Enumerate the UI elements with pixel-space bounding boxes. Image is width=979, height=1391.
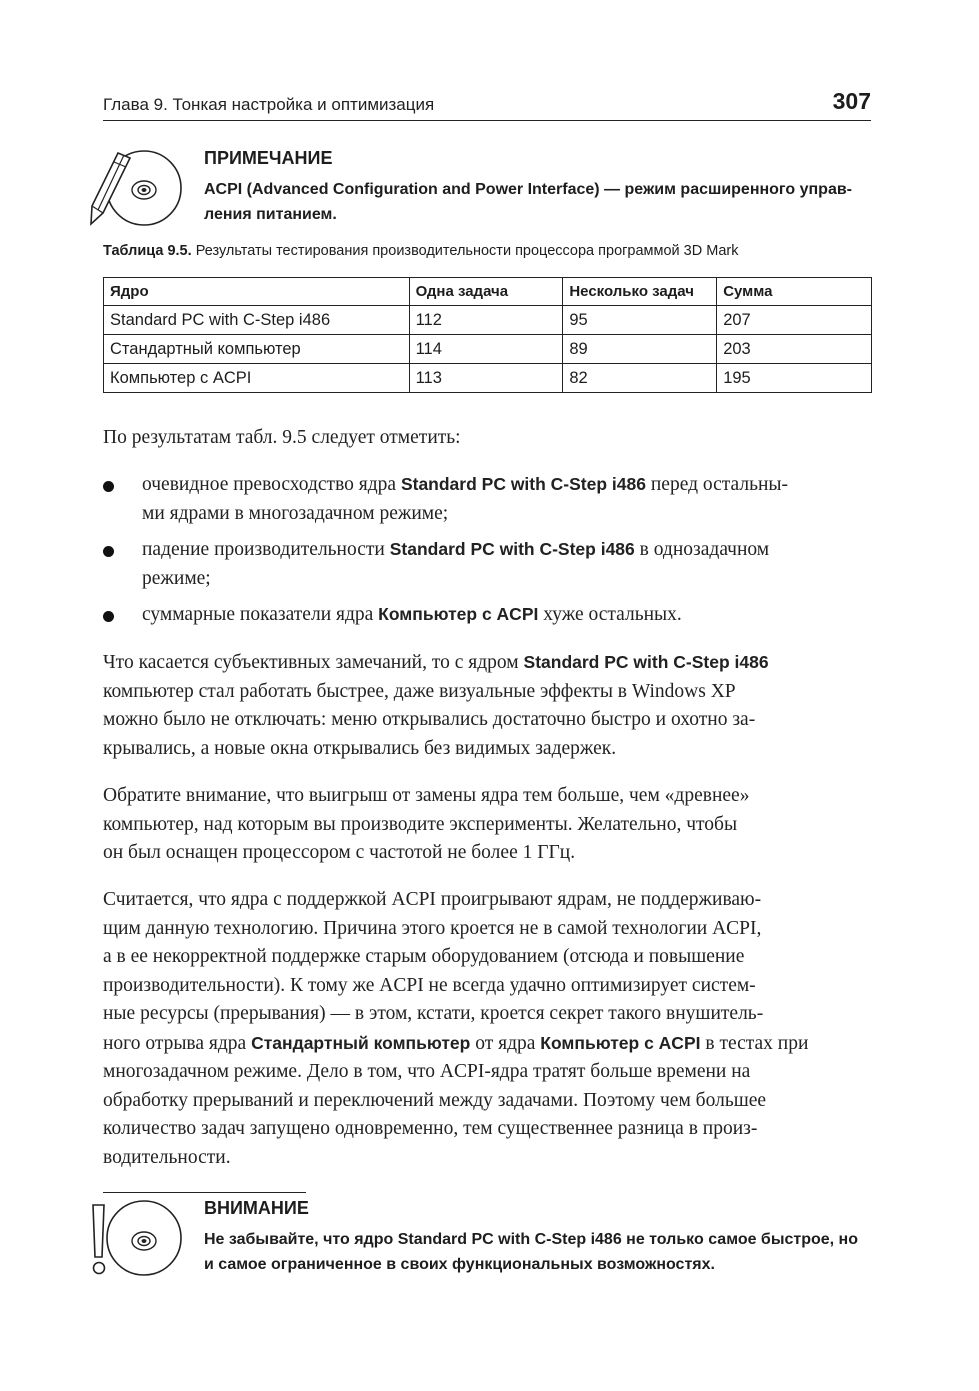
table-cell: 207	[717, 306, 872, 335]
column-header: Ядро	[104, 278, 410, 306]
table-row	[104, 364, 872, 393]
table-row	[104, 335, 872, 364]
table-cell: 95	[563, 306, 717, 335]
body-paragraph: Считается, что ядра с поддержкой ACPI проигрывают ядрам, не поддерживаю- щим данную технологию. Причина этого кроется не в самой технологии ACPI, а в ее некорректной поддержке старым оборудованием (отсюда и повышение производительности). К тому же ACPI не всегда удачно оптимизирует систем- ные ресурсы (прерывания) — в этом, кстати, кроется секрет такого внушитель- ного отрыва ядра Стандартный компьютер от ядра Компьютер с ACPI в тестах при многозадачном режиме. Дело в том, что ACPI-ядра тратят больше времени на обработку прерываний и переключений между задачами. Поэтому чем большее количество задач запущено одновременно, тем существеннее разница в произ- водительности.	[103, 889, 809, 1168]
warning-body	[204, 1227, 872, 1277]
table-caption-label: Таблица 9.5.	[103, 243, 192, 259]
table-cell: 203	[717, 335, 872, 364]
column-header: Несколько задач	[563, 278, 717, 306]
body-paragraph: Обратите внимание, что выигрыш от замены ядра тем больше, чем «древнее» компьютер, над которым вы производите эксперименты. Желательно, чтобы он был оснащен процессором с частотой не более 1 ГГц.	[103, 785, 750, 863]
note-title: ПРИМЕЧАНИЕ	[204, 148, 333, 168]
table-cell: 113	[409, 364, 563, 393]
note-line-2: ления питанием.	[204, 206, 337, 223]
column-header: Сумма	[717, 278, 872, 306]
note-body	[204, 177, 872, 227]
table-cell: 89	[563, 335, 717, 364]
bullet-icon	[103, 481, 114, 492]
table-cell: 195	[717, 364, 872, 393]
column-header: Одна задача	[409, 278, 563, 306]
exclamation-cd-icon	[88, 1199, 188, 1277]
table-header-row	[104, 278, 872, 306]
table-cell: Компьютер с ACPI	[104, 364, 410, 393]
note-line-1: ACPI (Advanced Configuration and Power Interface) — режим расширенного управ-	[204, 181, 852, 198]
table-cell: Standard PC with C-Step i486	[104, 306, 410, 335]
running-header	[103, 88, 871, 121]
table-cell: 112	[409, 306, 563, 335]
list-item-text: суммарные показатели ядра Компьютер с ACPI хуже остальных.	[142, 604, 682, 625]
warning-divider	[103, 1192, 306, 1193]
table-caption-text: Результаты тестирования производительности процессора программой 3D Mark	[195, 243, 739, 259]
warning-line-1: Не забывайте, что ядро Standard PC with C-Step i486 не только самое быстрое, но	[204, 1231, 858, 1248]
table-row	[104, 306, 872, 335]
results-table	[103, 277, 872, 393]
table-cell: 82	[563, 364, 717, 393]
table-cell: 114	[409, 335, 563, 364]
table-caption	[103, 243, 738, 259]
warning-line-2: и самое ограниченное в своих функциональных возможностях.	[204, 1256, 715, 1273]
intro-paragraph: По результатам табл. 9.5 следует отметить:	[103, 427, 461, 448]
list-item-text: очевидное превосходство ядра Standard PC with C-Step i486 перед остальны- ми ядрами в многозадачном режиме;	[142, 474, 789, 524]
running-title: Глава 9. Тонкая настройка и оптимизация	[103, 95, 435, 114]
body-paragraph: Что касается субъективных замечаний, то с ядром Standard PC with C-Step i486 компьютер стал работать быстрее, даже визуальные эффекты в Windows XP можно было не отключать: меню открывались достаточно быстро и охотно за- крывались, а новые окна открывались без видимых задержек.	[103, 652, 769, 759]
bullet-icon	[103, 611, 114, 622]
page-number: 307	[832, 88, 871, 114]
table-cell: Стандартный компьютер	[104, 335, 410, 364]
list-item-text: падение производительности Standard PC with C-Step i486 в однозадачном режиме;	[142, 539, 770, 589]
pencil-cd-icon	[86, 150, 190, 226]
bullet-icon	[103, 546, 114, 557]
warning-title: ВНИМАНИЕ	[204, 1198, 309, 1218]
